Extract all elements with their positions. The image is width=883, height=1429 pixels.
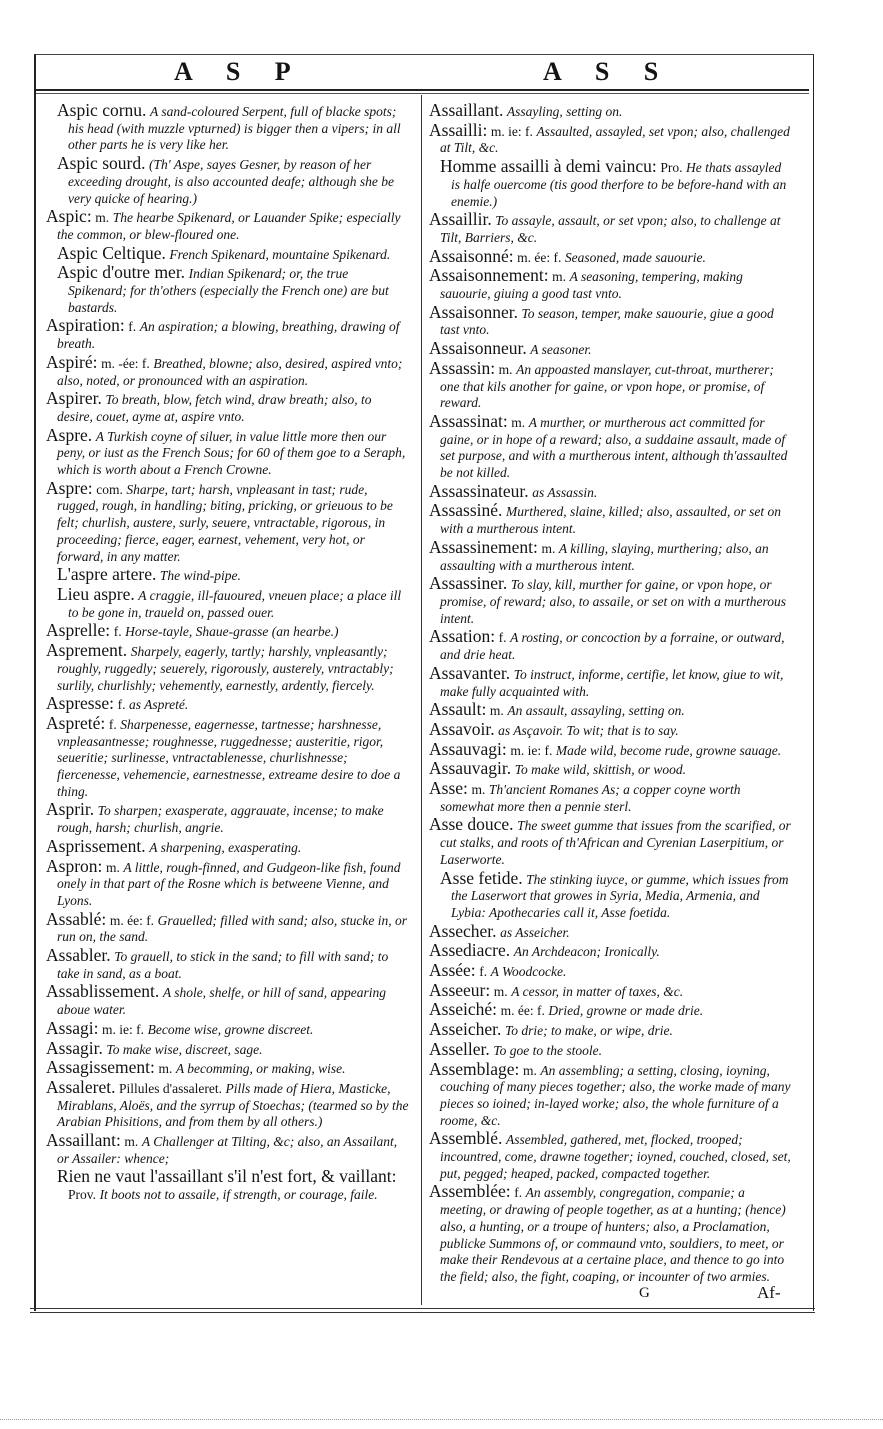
entry-definition: Grauelled; filled with sand; also, stucke in, or run on, the sand. <box>57 912 407 945</box>
entry-definition: Dried, growne or made drie. <box>548 1003 704 1019</box>
entry-headword: Aspreté: <box>46 712 106 733</box>
dictionary-entry <box>46 1017 410 1039</box>
dictionary-entry <box>46 1076 410 1131</box>
entry-headword: Assaillir. <box>429 209 492 230</box>
dictionary-entry <box>46 103 410 154</box>
entry-grammar: f. <box>117 697 126 713</box>
dictionary-entry <box>429 940 791 961</box>
entry-grammar: m. <box>489 703 504 719</box>
dictionary-entry <box>429 119 791 157</box>
entry-grammar: com. <box>96 481 123 497</box>
entry-headword: Asprelle: <box>46 620 111 641</box>
dictionary-entry <box>46 1057 410 1078</box>
entry-headword: Assault: <box>429 699 487 720</box>
entry-headword: Lieu aspre. <box>57 583 135 604</box>
dictionary-entry <box>46 855 410 910</box>
entry-definition: Sharpely, eagerly, tartly; harshly, vnpleasantly; roughly, ruggedly; seuerely, rigorously, austerely, vntractably; surlily, churlishly; vehemently, earnestly, ardently, fiercely. <box>57 644 394 693</box>
dictionary-entry <box>46 620 410 641</box>
entry-grammar: m. ée: f. <box>109 912 155 928</box>
dictionary-entry <box>46 388 410 425</box>
entry-headword: Assassin: <box>429 357 496 378</box>
entry-definition: Become wise, growne discreet. <box>147 1021 314 1037</box>
dictionary-entry <box>46 351 410 389</box>
entry-headword: Assaillant: <box>46 1130 121 1151</box>
entry-definition: A seasoner. <box>530 342 592 358</box>
entry-headword: Asprissement. <box>46 835 146 856</box>
dictionary-entry <box>429 814 791 868</box>
entry-headword: Assassiner. <box>429 573 508 594</box>
entry-grammar: m. <box>124 1134 139 1150</box>
entry-grammar: m. -ée: f. <box>101 355 150 371</box>
entry-grammar: m. <box>552 269 567 285</box>
entry-headword: Asprement. <box>46 640 128 661</box>
entry-definition: The sweet gumme that issues from the scarified, or cut stalks, and roots of th'African and Cyrenian Laserpitium, or Laserworte. <box>440 818 791 867</box>
dictionary-entry <box>46 712 410 801</box>
entry-headword: Assation: <box>429 626 496 647</box>
entry-definition: An Archdeacon; Ironically. <box>513 944 660 960</box>
entry-definition: A sharpening, exasperating. <box>149 839 302 855</box>
dictionary-entry <box>46 1130 410 1167</box>
entry-definition: The stinking iuyce, or gumme, which issues from the Laserwort that growes in Syria, Media, Armenia, and Lybia: Apothecaries call it, Asse foetida. <box>451 871 789 920</box>
dictionary-entry <box>429 573 791 627</box>
entry-headword: Assée: <box>429 960 476 981</box>
entry-grammar: f. <box>479 964 488 980</box>
entry-definition: A murther, or murtherous act committed for gaine, or in hope of a reward; also, a suddaine assault, made of set purpose, and with a murtherous intent, although th'assaulted be not killed. <box>440 414 788 481</box>
entry-definition: Indian Spikenard; or, the true Spikenard; for th'others (especially the French one) are but bastards. <box>68 266 389 315</box>
entry-headword: Assassinateur. <box>429 480 529 501</box>
entry-definition: To make wild, skittish, or wood. <box>514 762 686 778</box>
entry-definition: Horse-tayle, Shaue-grasse (an hearbe.) <box>125 624 339 640</box>
entry-headword: Assauvagi: <box>429 738 507 759</box>
entry-headword: Assailli: <box>429 119 488 140</box>
entry-headword: Assecher. <box>429 920 497 941</box>
entry-headword: Assablé: <box>46 908 107 929</box>
dictionary-entry <box>46 1166 410 1203</box>
entry-definition: as Assassin. <box>532 484 598 500</box>
entry-headword: Assassiné. <box>429 500 503 521</box>
entry-grammar: m. <box>511 414 526 430</box>
dictionary-entry <box>429 245 791 267</box>
entry-definition: A rosting, or concoction by a forraine, or outward, and drie heat. <box>440 630 785 663</box>
entry-grammar: m. <box>493 983 508 999</box>
entry-definition: A shole, shelfe, or hill of sand, appearing aboue water. <box>57 985 387 1018</box>
dictionary-entry <box>46 262 410 316</box>
dictionary-entry <box>429 778 791 815</box>
dictionary-entry <box>46 564 410 585</box>
entry-definition: A cessor, in matter of taxes, &c. <box>511 983 684 999</box>
entry-definition: An assault, assayling, setting on. <box>507 703 685 719</box>
entry-definition: Th'ancient Romanes As; a copper coyne worth somewhat more then a pennie sterl. <box>440 782 741 814</box>
dictionary-entry <box>46 799 410 836</box>
entry-headword: Assassinat: <box>429 410 508 431</box>
entry-definition: To make wise, discreet, sage. <box>106 1041 263 1057</box>
entry-grammar: m. <box>471 782 486 798</box>
dictionary-entry <box>429 1128 791 1182</box>
entry-headword: Assaisonner. <box>429 301 518 322</box>
entry-definition: Murthered, slaine, killed; also, assaulted, or set on with a murtherous intent. <box>440 504 782 537</box>
dictionary-entry <box>429 738 791 760</box>
entry-definition: A seasoning, tempering, making sauourie, giuing a good tast vnto. <box>440 269 743 302</box>
dictionary-entry <box>46 477 410 566</box>
entry-headword: Aspre: <box>46 477 93 498</box>
entry-definition: To season, temper, make sauourie, giue a good tast vnto. <box>440 305 774 338</box>
dictionary-entry <box>46 1037 410 1059</box>
dictionary-entry <box>46 242 410 264</box>
dictionary-entry <box>429 1038 791 1060</box>
dictionary-entry <box>429 626 791 663</box>
dictionary-entry <box>429 301 791 339</box>
entry-headword: Assaisonnement: <box>429 265 549 286</box>
entry-definition: (Th' Aspe, sayes Gesner, by reason of her exceeding drought, is also accounted deafe; although she be very quicke of hearing.) <box>68 157 395 206</box>
entry-headword: Assavoir. <box>429 718 495 739</box>
entry-grammar: f. <box>128 319 137 335</box>
entry-definition: Sharpe, tart; harsh, vnpleasant in tast; rude, rugged, rough, in handling; biting, pricking, or grieuous to be felt; churlish, austere, surly, seuere, vntractable, rigorous, in proceeding; fierce, eager, earnest, vehement, very hot, or forward, in any matter. <box>57 481 393 564</box>
entry-definition: An assembly, congregation, companie; a meeting, or drawing of people together, as at a hunting; (hence) also, a hunting, or a troupe of hunters; also, a Proclamation, publicke Summons of, or commaund vnto, souldiers, to meet, or make their Rendevous at a certaine place, and thence to go into the field; also, the fight, coaping, or incounter of two armies. <box>440 1185 786 1284</box>
entry-definition: To goe to the stoole. <box>493 1042 602 1058</box>
right-running-headword: A S S <box>543 57 673 86</box>
entry-headword: Assagi: <box>46 1017 99 1038</box>
dictionary-entry <box>429 1058 791 1130</box>
entry-grammar: f. <box>498 630 507 646</box>
dictionary-entry <box>46 981 410 1018</box>
entry-definition: He thats assayled is halfe ouercome (tis good therfore to be before-hand with an enemie.) <box>451 160 787 209</box>
right-column <box>429 103 791 1293</box>
entry-headword: Assaisonneur. <box>429 338 527 359</box>
dictionary-entry <box>46 640 410 694</box>
dictionary-entry <box>429 699 791 720</box>
entry-definition: Breathed, blowne; also, desired, aspired vnto; also, noted, or pronounced with an aspiration. <box>57 355 403 388</box>
entry-headword: Assaillant. <box>429 103 504 120</box>
entry-grammar: m. ie: f. <box>510 742 553 758</box>
entry-definition: To drie; to make, or wipe, drie. <box>504 1023 673 1039</box>
dictionary-entry <box>46 835 410 857</box>
entry-grammar: f. <box>108 716 117 732</box>
dictionary-entry <box>429 662 791 700</box>
entry-headword: Asseller. <box>429 1038 490 1059</box>
entry-headword: Assemblée: <box>429 1181 511 1202</box>
entry-headword: Aspic d'outre mer. <box>57 262 186 283</box>
dictionary-entry <box>429 338 791 359</box>
dictionary-entry <box>429 410 791 482</box>
entry-headword: Asse fetide. <box>440 867 523 888</box>
page-frame-bottom-rule <box>30 1308 815 1313</box>
entry-definition: The wind-pipe. <box>159 568 241 584</box>
entry-grammar: m. ée: f. <box>517 249 562 265</box>
entry-definition: Made wild, become rude, growne sauage. <box>555 742 782 758</box>
entry-definition: An appoasted manslayer, cut-throat, murtherer; one that kils another for gaine, or vpon hope, or promise, of reward. <box>440 361 774 411</box>
entry-headword: Aspresse: <box>46 693 115 714</box>
entry-definition: To grauell, to stick in the sand; to fill with sand; to take in sand, as a boat. <box>57 949 389 981</box>
catchword: Af- <box>757 1283 781 1302</box>
dictionary-entry <box>429 536 791 574</box>
entry-definition: A little, rough-finned, and Gudgeon-like fish, found onely in that part of the Rosne which is betweene Vienne, and Lyons. <box>57 859 401 908</box>
dictionary-entry <box>46 315 410 352</box>
entry-headword: Assagissement: <box>46 1057 155 1078</box>
entry-grammar: m. <box>522 1062 537 1078</box>
entry-headword: Asseeur: <box>429 979 491 1000</box>
entry-headword: Aspic sourd. <box>57 153 146 174</box>
entry-headword: Assablissement. <box>46 981 160 1002</box>
entry-headword: Aspic Celtique. <box>57 242 166 263</box>
entry-grammar: m. <box>541 540 556 556</box>
header-rule <box>36 89 809 91</box>
entry-headword: Homme assailli à demi vaincu: <box>440 156 657 177</box>
dictionary-entry <box>429 758 791 779</box>
dictionary-entry <box>46 583 410 621</box>
entry-headword: Assauvagir. <box>429 758 512 779</box>
dictionary-entry <box>46 693 410 714</box>
entry-grammar: m. <box>95 210 110 226</box>
entry-grammar: Pillules d'assaleret. <box>119 1080 222 1096</box>
dictionary-entry <box>429 265 791 302</box>
entry-definition: A killing, slaying, murthering; also, an assaulting with a murtherous intent. <box>440 540 769 573</box>
entry-definition: French Spikenard, mountaine Spikenard. <box>169 246 391 262</box>
entry-headword: Aspic: <box>46 206 92 227</box>
dictionary-entry <box>429 156 791 210</box>
entry-headword: Asseiché: <box>429 999 498 1020</box>
entry-definition: Assaulted, assayled, set vpon; also, challenged at Tilt, &c. <box>440 123 790 156</box>
entry-headword: Aspic cornu. <box>57 103 147 120</box>
entry-headword: Rien ne vaut l'assaillant s'il n'est fort, & vaillant: <box>57 1166 397 1187</box>
entry-headword: Assagir. <box>46 1037 103 1058</box>
entry-headword: Asseicher. <box>429 1019 502 1040</box>
entry-definition: A becomming, or making, wise. <box>175 1061 346 1077</box>
entry-definition: as Asseicher. <box>500 924 570 940</box>
entry-definition: as Aspreté. <box>129 697 189 713</box>
entry-definition: To sharpen; exasperate, aggrauate, incense; to make rough, harsh; churlish, angrie. <box>57 803 384 836</box>
entry-headword: Assassinement: <box>429 536 538 557</box>
dictionary-entry <box>429 867 791 922</box>
entry-grammar: m. ie: f. <box>490 123 533 139</box>
entry-headword: Aspiration: <box>46 315 125 336</box>
entry-definition: A craggie, ill-fauoured, vneuen place; a place ill to be gone in, traueld on, passed ouer. <box>68 587 402 620</box>
column-divider <box>421 95 422 1305</box>
entry-headword: Assaleret. <box>46 1076 116 1097</box>
dictionary-entry <box>46 153 410 207</box>
entry-definition: To assayle, assault, or set vpon; also, to challenge at Tilt, Barriers, &c. <box>440 213 781 245</box>
entry-definition: A Challenger at Tilting, &c; also, an Assailant, or Assailer: whence; <box>57 1134 398 1166</box>
dictionary-entry <box>429 920 791 942</box>
signature-mark: G <box>639 1285 650 1301</box>
entry-headword: Asse: <box>429 778 468 799</box>
dictionary-entry <box>429 103 791 121</box>
entry-grammar: m. ée: f. <box>500 1003 545 1019</box>
entry-headword: Assabler. <box>46 945 111 966</box>
scan-edge-line <box>0 1419 883 1420</box>
entry-definition: To breath, blow, fetch wind, draw breath; also, to desire, couet, ayme at, aspire vnto. <box>57 392 372 424</box>
entry-definition: Assembled, gathered, met, flocked, trooped; incountred, come, drawne together; ioyned, couched, closed, set, put, pegged; heaped, packed, compacted together. <box>440 1132 791 1181</box>
entry-grammar: Pro. <box>660 160 683 176</box>
entry-headword: Assediacre. <box>429 940 511 961</box>
dictionary-entry <box>429 209 791 246</box>
entry-grammar: m. <box>158 1061 173 1077</box>
entry-definition: An assembling; a setting, closing, ioyning, couching of many pieces together; also, the worke made of many pieces so ioined; in-layed worke; also, the whole furniture of a roome, &c. <box>440 1062 791 1128</box>
header-rule-thin <box>36 93 809 94</box>
entry-definition: as Asçavoir. To wit; that is to say. <box>498 722 679 738</box>
dictionary-entry <box>429 960 791 981</box>
entry-headword: Aspiré: <box>46 351 98 372</box>
entry-grammar: f. <box>113 624 122 640</box>
entry-definition: A sand-coloured Serpent, full of blacke spots; his head (with muzzle vpturned) is bigger then a vipers; in all other parts he is very like her. <box>68 104 401 153</box>
entry-headword: Assemblé. <box>429 1128 503 1149</box>
entry-definition: The hearbe Spikenard, or Lauander Spike; especially the common, or blew-floured one. <box>57 210 401 242</box>
entry-grammar: m. <box>498 361 513 377</box>
entry-grammar: f. <box>514 1185 523 1201</box>
entry-grammar: m. <box>105 859 120 875</box>
entry-definition: A Woodcocke. <box>490 964 567 980</box>
entry-headword: L'aspre artere. <box>57 564 157 585</box>
entry-headword: Assemblage: <box>429 1058 520 1079</box>
entry-headword: Asse douce. <box>429 814 514 835</box>
dictionary-entry <box>46 206 410 243</box>
dictionary-entry <box>429 1019 791 1040</box>
entry-definition: A Turkish coyne of siluer, in value little more then our peny, or iust as the French Sous; for 60 of them goe to a Seraph, which is worth about a French Crowne. <box>57 428 406 478</box>
dictionary-entry <box>46 908 410 946</box>
entry-headword: Assaisonné: <box>429 245 514 266</box>
entry-definition: Pills made of Hiera, Masticke, Mirablans, Aloës, and the syrrup of Stoechas; (tearmed so by the Arabian Phisitions, and from them by all others.) <box>57 1080 409 1130</box>
entry-grammar: Prov. <box>68 1187 97 1203</box>
dictionary-entry <box>429 999 791 1020</box>
entry-definition: To slay, kill, murther for gaine, or vpon hope, or promise, of reward; also, to assaile, or set on with a murtherous intent. <box>440 577 787 626</box>
dictionary-entry <box>429 979 791 1001</box>
dictionary-entry <box>429 718 791 740</box>
entry-headword: Aspirer. <box>46 388 102 409</box>
dictionary-entry <box>429 480 791 502</box>
entry-headword: Aspre. <box>46 424 93 445</box>
entry-headword: Asprir. <box>46 799 95 820</box>
entry-definition: It boots not to assaile, if strength, or courage, faile. <box>99 1187 378 1203</box>
entry-definition: An aspiration; a blowing, breathing, drawing of breath. <box>57 319 400 352</box>
entry-headword: Aspron: <box>46 855 103 876</box>
entry-definition: To instruct, informe, certifie, let know, giue to wit, make fully acquainted with. <box>440 666 784 699</box>
dictionary-entry <box>429 357 791 412</box>
dictionary-entry <box>429 1181 791 1285</box>
entry-definition: Seasoned, made sauourie. <box>564 249 706 265</box>
dictionary-entry <box>429 500 791 537</box>
entry-definition: Assayling, setting on. <box>506 104 623 119</box>
entry-headword: Assavanter. <box>429 662 511 683</box>
entry-grammar: m. ie: f. <box>102 1021 145 1037</box>
entry-definition: Sharpenesse, eagernesse, tartnesse; harshnesse, vnpleasantnesse; roughnesse, ruggednesse; austeritie, rigor, seueritie; surlinesse, vntractablenesse, churlishnesse; fiercenesse, vehemencie, earnestnesse, extreame desire to doe a thing. <box>57 716 401 799</box>
left-running-headword: A S P <box>174 57 305 86</box>
dictionary-entry <box>46 424 410 479</box>
left-column <box>46 103 410 1293</box>
dictionary-entry <box>46 945 410 982</box>
